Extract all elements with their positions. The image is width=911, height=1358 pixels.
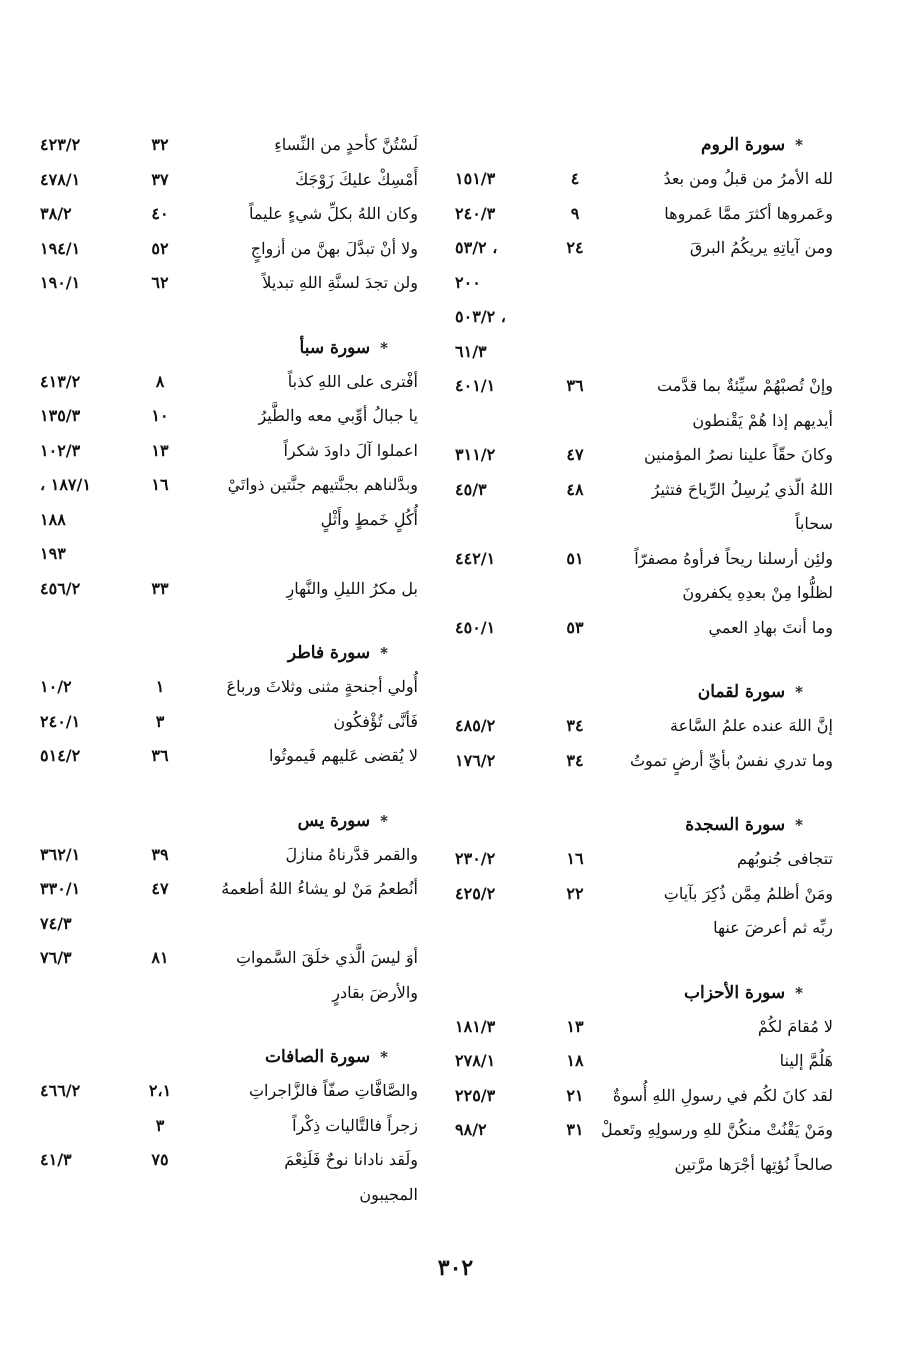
verse-text: هَلُمَّ إلينا [779,1051,833,1070]
verse-entry [455,438,833,473]
verse-text: إنَّ اللهَ عنده علمُ السَّاعة [670,716,833,735]
verse-text: لا يُقضى عَليهم فَيموتُوا [269,746,418,765]
surah-heading [455,128,833,162]
verse-text: فَأنَّى تُؤْفكُون [333,711,418,731]
page-number: ٣٠٢ [437,1255,474,1281]
verse-number: ٩ [570,203,580,223]
verse-entry [40,941,418,976]
page-reference: ٥١٤/٢ [40,746,81,765]
star-bullet-icon: * [795,136,803,154]
verse-number: ٣٦ [566,376,584,395]
page-reference: ٢٤٠/٣ [455,203,496,223]
surah-heading [455,808,833,842]
verse-number: ٢،١ [148,1081,172,1100]
page-reference: ٢٤٠/١ [40,711,81,731]
verse-entry [455,266,833,301]
verse-number: ٣ [155,711,165,731]
surah-section [455,128,833,645]
verse-entry [40,503,418,538]
page-reference: ١٥١/٣ [455,169,496,188]
verse-text: والأرضَ بقادرٍ [332,982,418,1002]
verse-text: اعملوا آلَ داودَ شكراً [283,440,418,460]
verse-entry [455,473,833,508]
section-gap [40,301,418,331]
page-reference: ، ٥٣/٢ [455,238,498,257]
page-reference: ٤٧٨/١ [40,169,81,189]
verse-entry [455,404,833,439]
verse-number: ٣٤ [566,716,584,735]
page-reference: ٤٨٥/٢ [455,716,496,735]
verse-text: تتجافى جُنوبُهم [736,849,833,868]
page-reference: ٤٥٠/١ [455,617,496,637]
page-reference: ٤١٣/٢ [40,371,81,391]
verse-entry [455,1113,833,1148]
surah-section [40,301,418,607]
verse-entry [455,542,833,577]
page-reference: ١٨٨ [40,509,66,529]
star-bullet-icon: * [380,644,388,662]
page-reference: ٧٦/٣ [40,948,72,967]
verse-text: وكان اللهُ بكلِّ شيءٍ عليماً [249,204,418,223]
verse-entry [40,468,418,503]
page-reference: ٤٥/٣ [455,479,487,499]
verse-text: أوَ ليسَ الَّذي خلَقَ السَّمواتِ [235,948,418,967]
page-reference: ١٧٦/٢ [455,750,496,770]
surah-title: سورة يس [297,810,371,831]
verse-number: ١٦ [566,849,584,868]
verse-text: وبدَّلناهم بجنَّتيهم جنَّتين ذواتَيْ [227,475,418,494]
surah-section [40,128,418,301]
page-reference: ٤٢٣/٢ [40,135,81,154]
verse-entry [40,365,418,400]
surah-section [40,606,418,774]
verse-number: ٤٧ [151,879,169,898]
surah-heading [455,675,833,709]
verse-number: ٣٣ [151,578,169,598]
verse-entry [40,572,418,607]
verse-text: لقد كانَ لكُم في رسولِ اللهِ أُسوةٌ [612,1085,833,1105]
verse-number: ٤٠ [151,204,169,223]
surah-title: سورة فاطر [287,643,371,663]
page-reference: ٤٥٦/٢ [40,578,81,598]
verse-text: ولَقد نادانا نوحٌ فَلَنِعْمَ [284,1150,418,1169]
surah-heading [455,976,833,1010]
verse-entry [40,705,418,740]
verse-number: ١٠ [151,406,169,425]
surah-section [455,946,833,1183]
page-reference: ٢٢٥/٣ [455,1085,496,1105]
page-reference: ٣٨/٢ [40,204,72,223]
verse-text: ومَنْ أظلمُ مِمَّن ذُكِرَ بآياتِ [663,883,833,903]
verse-text: صالحاً نُؤتِها أجْرَها مرَّتين [674,1154,833,1174]
verse-entry [40,163,418,198]
star-bullet-icon: * [795,683,803,701]
section-gap [455,946,833,976]
page-reference: ١٠٢/٣ [40,440,81,460]
verse-text: بل مكرُ الليلِ والنَّهارِ [286,578,418,598]
verse-number: ١٨ [566,1051,584,1070]
surah-section [455,645,833,778]
verse-text: وما أنتَ بهادِ العمي [708,617,833,637]
verse-text: لا مُقامَ لكُمْ [757,1016,833,1036]
verse-entry [455,877,833,912]
verse-entry [40,266,418,301]
verse-text: اللهُ الّذي يُرسِلُ الرِّياحَ فتثيرُ [651,479,833,499]
verse-number: ١٣ [566,1016,584,1036]
verse-text: زجراً فالتَّاليات ذِكْراً [292,1115,418,1135]
surah-title: سورة السجدة [685,815,786,835]
verse-number: ٤٨ [566,479,584,499]
verse-entry [40,128,418,163]
page-reference: ٣١١/٢ [455,445,496,464]
verse-text: ولئِن أرسلنا ريحاً فرأوهُ مصفرّاً [634,548,833,568]
verse-number: ١٦ [151,475,169,494]
star-bullet-icon: * [795,983,803,1002]
page-reference: ٣٦٢/١ [40,844,81,864]
verse-entry [40,434,418,469]
verse-text: أَمْسِكْ عليكَ زَوْجَكَ [295,169,418,189]
page-reference: ١٣٥/٣ [40,406,81,425]
star-bullet-icon: * [380,811,388,830]
verse-entry [40,907,418,942]
verse-number: ٣٩ [151,844,169,864]
page-reference: ١٨١/٣ [455,1016,496,1036]
verse-entry [40,1074,418,1109]
page-reference: ٢٧٨/١ [455,1051,496,1070]
verse-entry [455,369,833,404]
verse-entry [455,162,833,197]
surah-title: سورة الأحزاب [684,982,786,1003]
verse-entry [455,911,833,946]
verse-text: أُكُلٍ خَمطٍ وأَثْلٍ [320,509,418,529]
verse-entry [40,1178,418,1213]
surah-title: سورة سبأ [299,337,371,358]
verse-number: ٥١ [566,548,584,568]
star-bullet-icon: * [795,816,803,834]
verse-text: وكانَ حقّاً علينا نصرُ المؤمنين [644,445,833,464]
verse-entry [455,1044,833,1079]
verse-entry [455,1148,833,1183]
page-reference: ، ٥٠٣/٢ [455,307,506,326]
verse-text: المجيبون [359,1184,418,1204]
verse-entry [40,1143,418,1178]
surah-section [455,778,833,946]
verse-entry [40,197,418,232]
page-reference: ٦١/٣ [455,341,487,361]
verse-entry [40,232,418,267]
verse-number: ٢٢ [566,883,584,903]
surah-title: سورة لقمان [697,682,786,702]
verse-number: ٣١ [566,1120,584,1139]
verse-entry [455,709,833,744]
verse-entry [455,507,833,542]
verse-entry [455,842,833,877]
surah-section [40,774,418,1011]
verse-entry [455,1010,833,1045]
verse-entry [455,611,833,646]
verse-text: ربِّه ثم أعرضَ عنها [713,918,833,937]
verse-text: ولا أنْ تبدَّلَ بهنَّ من أزواجٍ [250,238,418,258]
verse-number: ٣٧ [151,169,169,189]
verse-text: وعَمروها أكثرَ ممَّا عَمروها [664,203,833,223]
verse-text: سحاباً [795,514,833,533]
verse-number: ٧٥ [151,1150,169,1169]
verse-entry [40,739,418,774]
verse-text: لَسْتُنَّ كأحدٍ من النِّساءِ [274,135,418,154]
verse-entry [40,976,418,1011]
surah-heading [40,804,418,838]
verse-entry [455,576,833,611]
surah-title: سورة الصافات [264,1047,371,1067]
verse-number: ٣٤ [566,750,584,770]
page-reference: ٤٠١/١ [455,376,496,395]
page-reference: ٤١/٣ [40,1150,72,1169]
star-bullet-icon: * [380,338,388,357]
verse-text: أنُطعمُ مَنْ لو يشاءُ اللهُ أطعمهُ [221,879,418,898]
section-gap [455,778,833,808]
section-gap [455,645,833,675]
verse-number: ٥٢ [151,238,169,258]
section-gap [40,606,418,636]
verse-entry [40,670,418,705]
verse-text: يا جبالُ أوِّبي معه والطَّيرُ [258,406,418,425]
page-reference: ٤٦٦/٢ [40,1081,81,1100]
page-reference: ٧٤/٣ [40,913,72,933]
verse-number: ٣٢ [151,135,169,154]
verse-number: ٨ [155,371,165,391]
surah-title: سورة الروم [701,135,786,155]
verse-number: ٤٧ [566,445,584,464]
page-reference: ١٩٣ [40,544,66,563]
surah-heading [40,636,418,670]
verse-number: ٢١ [566,1085,584,1105]
verse-entry [40,1109,418,1144]
page-reference: ٤٢٥/٢ [455,883,496,903]
verse-text: لله الأمرُ من قبلُ ومن بعدُ [663,169,833,188]
section-gap [40,774,418,804]
left-column [40,128,418,1212]
verse-number: ٣٦ [151,746,169,765]
verse-number: ٣ [155,1115,165,1135]
verse-text: وما تدري نفسٌ بأيِّ أرضٍ تموتُ [629,750,833,770]
verse-entry [455,197,833,232]
verse-text: ومَنْ يَقْنُتْ منكُنَّ للهِ ورسولِهِ وتَعملْ [601,1120,833,1139]
page-reference: ٣٣٠/١ [40,879,81,898]
page-reference: ١٨٧/١ ، [40,475,91,494]
page-reference: ٢٣٠/٢ [455,849,496,868]
page-reference: ٢٠٠ [455,272,481,292]
verse-text: والصَّافَّاتِ صفّاً فالزَّاجراتِ [248,1081,418,1100]
verse-entry [455,300,833,335]
verse-entry [40,838,418,873]
verse-text: ومن آياتِهِ يريكُمُ البرقَ [689,238,833,257]
verse-entry [455,335,833,370]
right-column [455,128,833,1182]
verse-text: لظلُّوا مِنْ بعدِهِ يكفرونَ [682,583,833,602]
section-gap [40,1010,418,1040]
surah-section [40,1010,418,1212]
verse-number: ١ [155,677,165,696]
verse-text: أيديهم إذا هُمْ يَقْنطون [692,410,833,430]
verse-entry [40,872,418,907]
verse-number: ٤ [570,169,580,188]
surah-heading [40,331,418,365]
verse-entry [455,744,833,779]
verse-entry [455,231,833,266]
verse-text: أُولي أجنحةٍ مثنى وثلاثَ ورباعَ [226,677,418,696]
verse-text: والقمر قدَّرناهُ منازلَ [285,844,418,864]
verse-entry [455,1079,833,1114]
page-reference: ١٠/٢ [40,677,72,696]
page-reference: ١٩٠/١ [40,273,81,292]
verse-number: ٢٤ [566,238,584,257]
verse-entry [40,399,418,434]
verse-text: وإنْ تُصبْهُمْ سيِّئةٌ بما قدَّمت [657,376,833,395]
verse-number: ٦٢ [151,273,169,292]
verse-number: ١٣ [151,440,169,460]
verse-number: ٥٣ [566,617,584,637]
verse-entry [40,537,418,572]
surah-heading [40,1040,418,1074]
verse-number: ٨١ [151,948,169,967]
star-bullet-icon: * [380,1048,388,1066]
verse-text: أفْترى على اللهِ كذباً [287,371,418,391]
page-reference: ٤٤٢/١ [455,548,496,568]
page-reference: ١٩٤/١ [40,238,81,258]
page-reference: ٩٨/٢ [455,1120,487,1139]
verse-text: ولن تجدَ لسنَّةِ اللهِ تبديلاً [262,273,418,292]
